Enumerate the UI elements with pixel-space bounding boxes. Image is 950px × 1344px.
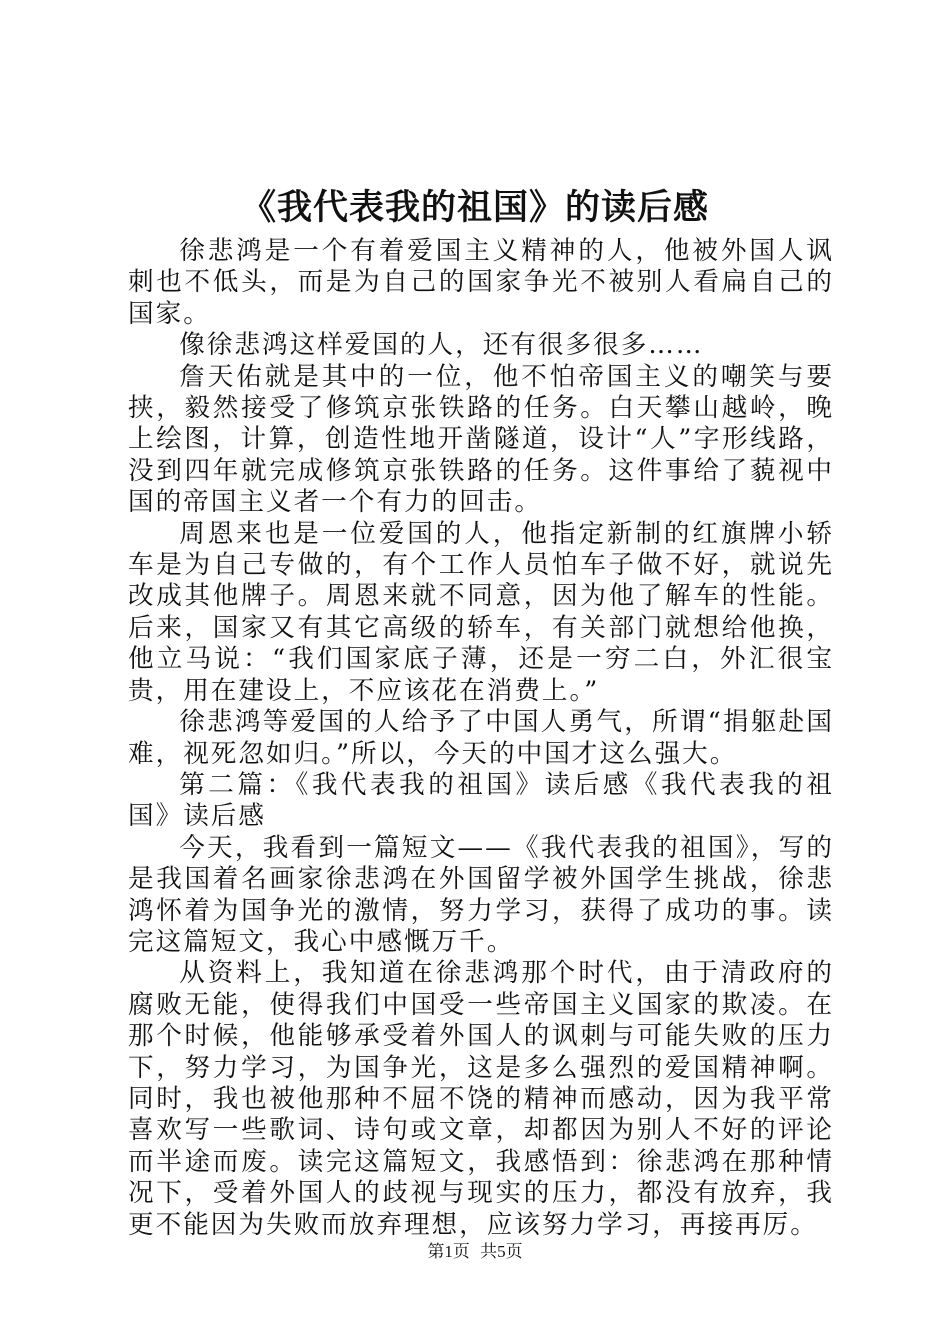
section-heading: 第二篇：《我代表我的祖国》读后感《我代表我的祖国》读后感	[128, 769, 834, 832]
page-total: 共5页	[480, 1242, 523, 1261]
paragraph: 从资料上，我知道在徐悲鸿那个时代，由于清政府的腐败无能，使得我们中国受一些帝国主义国家的欺凌。在那个时候，他能够承受着外国人的讽刺与可能失败的压力下，努力学习，为国争光，这是多么强烈的爱国精神啊。同时，我也被他那种不屈不饶的精神而感动，因为我平常喜欢写一些歌词、诗句或文章，却都因为别人不好的评论而半途而废。读完这篇短文，我感悟到：徐悲鸿在那种情况下，受着外国人的歧视与现实的压力，都没有放弃，我更不能因为失败而放弃理想，应该努力学习，再接再厉。	[128, 958, 834, 1240]
paragraph: 徐悲鸿是一个有着爱国主义精神的人，他被外国人讽刺也不低头，而是为自己的国家争光不被别人看扁自己的国家。	[128, 236, 834, 329]
paragraph: 徐悲鸿等爱国的人给予了中国人勇气，所谓“捐躯赴国难，视死忽如归。”所以，今天的中国才这么强大。	[128, 707, 834, 769]
page-number: 第1页	[427, 1242, 470, 1261]
paragraph: 詹天佑就是其中的一位，他不怕帝国主义的嘲笑与要挟，毅然接受了修筑京张铁路的任务。白天攀山越岭，晚上绘图，计算，创造性地开凿隧道，设计“人”字形线路，没到四年就完成修筑京张铁路的任务。这件事给了藐视中国的帝国主义者一个有力的回击。	[128, 361, 834, 518]
paragraph: 像徐悲鸿这样爱国的人，还有很多很多……	[179, 330, 704, 361]
document-body	[128, 236, 834, 1241]
paragraph: 周恩来也是一位爱国的人，他指定新制的红旗牌小轿车是为自己专做的，有个工作人员怕车子做不好，就说先改成其他牌子。周恩来就不同意，因为他了解车的性能。后来，国家又有其它高级的轿车，有关部门就想给他换，他立马说：“我们国家底子薄，还是一穷二白，外汇很宝贵，用在建设上，不应该花在消费上。”	[128, 518, 834, 706]
document-title: 《我代表我的祖国》的读后感	[240, 187, 709, 228]
paragraph: 今天，我看到一篇短文——《我代表我的祖国》，写的是我国着名画家徐悲鸿在外国留学被外国学生挑战，徐悲鸿怀着为国争光的激情，努力学习，获得了成功的事。读完这篇短文，我心中感慨万千。	[128, 832, 834, 957]
page-footer	[0, 1240, 950, 1264]
